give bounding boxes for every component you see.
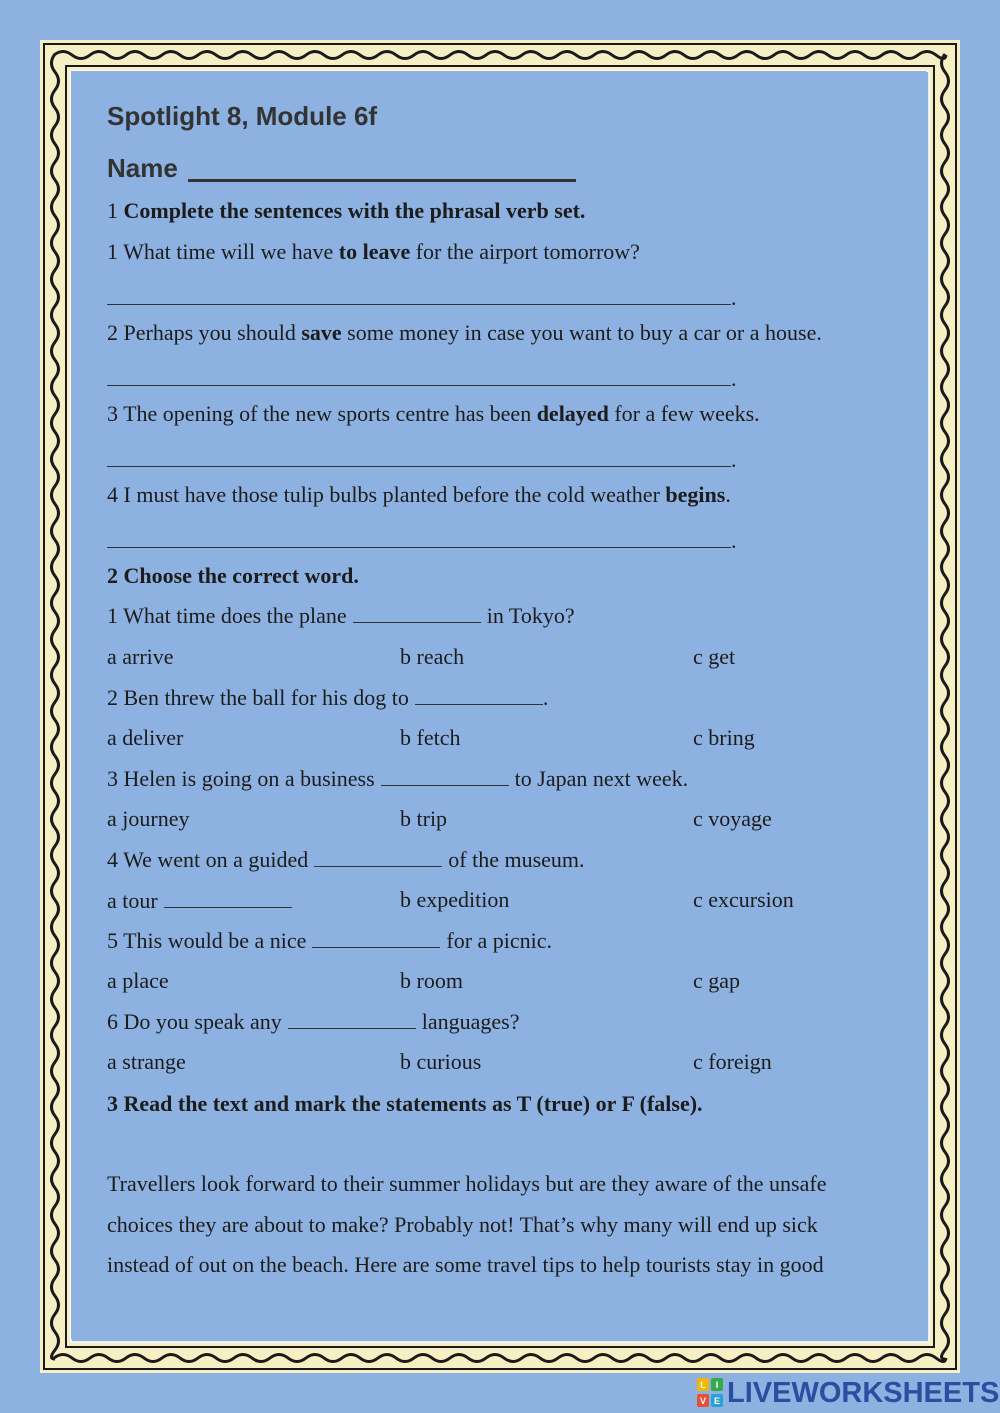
- option-a[interactable]: a arrive: [107, 644, 174, 669]
- gap-blank[interactable]: [164, 887, 292, 908]
- gap-blank[interactable]: [312, 927, 440, 948]
- answer-line-3[interactable]: .: [107, 444, 737, 473]
- reading-text-line-1: Travellers look forward to their summer holidays but are they aware of the unsafe: [107, 1171, 827, 1196]
- section1-item-4: 4 I must have those tulip bulbs planted before the cold weather begins.: [107, 482, 731, 507]
- gap-blank[interactable]: [381, 765, 509, 786]
- gap-blank[interactable]: [353, 602, 481, 623]
- section1-heading: 1 Complete the sentences with the phrasal verb set.: [107, 198, 586, 223]
- option-c[interactable]: c excursion: [693, 887, 794, 912]
- section2-question-1: 1 What time does the plane in Tokyo?: [107, 603, 575, 628]
- logo-text: LIVEWORKSHEETS: [727, 1376, 1000, 1409]
- reading-text-line-2: choices they are about to make? Probably not! That’s why many will end up sick: [107, 1212, 818, 1237]
- section1-item-3: 3 The opening of the new sports centre has been delayed for a few weeks.: [107, 401, 760, 426]
- option-b[interactable]: b fetch: [400, 725, 461, 750]
- liveworksheets-logo[interactable]: [697, 1376, 999, 1410]
- option-a[interactable]: a journey: [107, 806, 190, 831]
- section2-question-2: 2 Ben threw the ball for his dog to .: [107, 685, 549, 710]
- answer-line-1[interactable]: .: [107, 282, 737, 311]
- option-c[interactable]: c get: [693, 644, 736, 669]
- option-b[interactable]: b trip: [400, 806, 448, 831]
- gap-blank[interactable]: [314, 846, 442, 867]
- svg-text:V: V: [699, 1396, 707, 1406]
- option-a[interactable]: a place: [107, 968, 169, 993]
- section2-question-3: 3 Helen is going on a business to Japan next week.: [107, 766, 689, 791]
- liveworksheets-logo-icon: [697, 1378, 723, 1408]
- section2-question-6: 6 Do you speak any languages?: [107, 1009, 520, 1034]
- section1-item-1: 1 What time will we have to leave for the airport tomorrow?: [107, 239, 640, 264]
- gap-blank[interactable]: [288, 1008, 416, 1029]
- option-b[interactable]: b expedition: [400, 887, 510, 912]
- section1-item-2: 2 Perhaps you should save some money in case you want to buy a car or a house.: [107, 320, 822, 345]
- option-b[interactable]: b curious: [400, 1049, 482, 1074]
- section2-question-5: 5 This would be a nice for a picnic.: [107, 928, 553, 953]
- option-a[interactable]: a tour: [107, 887, 298, 914]
- svg-text:I: I: [715, 1380, 719, 1390]
- option-c[interactable]: c foreign: [693, 1049, 772, 1074]
- answer-line-2[interactable]: .: [107, 363, 737, 392]
- option-c[interactable]: c bring: [693, 725, 755, 750]
- section3-heading: 3 Read the text and mark the statements as T (true) or F (false).: [107, 1091, 703, 1116]
- option-a[interactable]: a deliver: [107, 725, 184, 750]
- option-c[interactable]: c voyage: [693, 806, 772, 831]
- option-b[interactable]: b room: [400, 968, 463, 993]
- name-label: Name: [107, 153, 178, 183]
- name-input-line[interactable]: [188, 149, 576, 182]
- worksheet-title: Spotlight 8, Module 6f: [107, 101, 378, 131]
- option-c[interactable]: c gap: [693, 968, 741, 993]
- option-b[interactable]: b reach: [400, 644, 465, 669]
- option-a[interactable]: a strange: [107, 1049, 186, 1074]
- gap-blank[interactable]: [415, 684, 543, 705]
- svg-text:L: L: [700, 1380, 706, 1390]
- reading-text-line-3: instead of out on the beach. Here are some travel tips to help tourists stay in good: [107, 1252, 824, 1277]
- section2-question-4: 4 We went on a guided of the museum.: [107, 847, 585, 872]
- name-row: [107, 151, 576, 184]
- svg-text:E: E: [713, 1396, 721, 1406]
- section2-heading: 2 Choose the correct word.: [107, 563, 359, 588]
- answer-line-4[interactable]: .: [107, 525, 737, 554]
